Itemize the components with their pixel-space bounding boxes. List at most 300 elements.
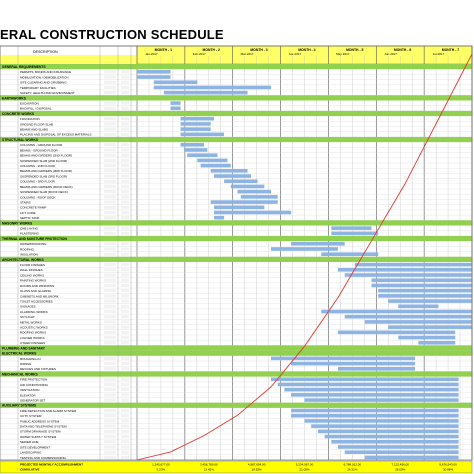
row-percent-cell [121,430,129,433]
task-label: ROOFING WORKS [20,330,47,335]
task-bar [238,190,272,194]
row-amount-cell [104,289,116,292]
row-amount-cell [104,440,116,443]
task-label: FIRE PROTECTION [20,377,48,382]
row-amount-cell [104,305,116,308]
footer-value: 5,234,567.00 [295,462,314,467]
row-amount-cell [104,331,116,334]
task-bar [201,164,231,168]
task-label: TEMPORARY FACILITIES [20,85,56,90]
task-bar [365,320,472,324]
month-date: Jun-2017 [384,52,397,56]
row-amount-cell [104,133,116,136]
task-label: SEWER LINE [20,440,39,445]
row-amount-cell [104,393,116,396]
row-percent-cell [121,445,129,448]
section-band [0,137,472,142]
description-header: DESCRIPTION [33,50,58,54]
section-label: ARCHITECTURAL WORKS [2,257,44,262]
footer-percent: 13.45% [203,467,214,472]
row-amount-cell [104,195,116,198]
row-percent-cell [121,341,129,344]
row-percent-cell [121,101,129,104]
task-bar [378,289,472,293]
task-bar [338,268,472,272]
task-label: ELEVATOR [20,393,36,398]
row-percent-cell [121,263,129,266]
task-label: LIFT CORE [20,210,36,215]
row-amount-cell [104,451,116,454]
task-label: FOUNDATION [20,117,40,122]
task-label: GROUND FLOOR SLAB [20,122,54,127]
row-amount-cell [104,435,116,438]
task-bar [398,336,455,340]
task-bar [154,80,198,84]
section-band [0,220,472,225]
footer-value: 1,245,677.00 [152,462,170,467]
footer-value: 6,789,012.00 [343,462,362,467]
row-amount-cell [104,268,116,271]
row-percent-cell [121,206,129,209]
task-bar [211,200,278,204]
task-label: ROOFING [20,247,34,252]
row-amount-cell [104,326,116,329]
row-percent-cell [121,419,129,422]
task-label: DATA AND TELEPHONE SYSTEM [20,424,67,429]
task-label: PLASTERING [20,231,40,236]
task-label: SUSPENDED SLAB (ROOF DECK) [20,190,68,195]
row-percent-cell [121,75,129,78]
section-band [0,236,472,241]
row-percent-cell [121,81,129,84]
row-amount-cell [104,253,116,256]
row-amount-cell [104,164,116,167]
footer-percent: 18.92% [251,467,262,472]
month-date: Feb-2017 [192,52,206,56]
task-label: DEVICES AND FIXTURES [20,367,56,372]
row-percent-cell [121,425,129,428]
task-bar [164,91,248,95]
task-label: ROUGHING-IN [20,356,41,361]
task-label: WIRING [20,362,32,367]
task-label: COLUMNS - 2ND FLOOR [20,164,55,169]
task-label: BACKFILL / DISPOSAL [20,106,52,111]
row-percent-cell [121,107,129,110]
section-label: GENERAL REQUIREMENTS [2,65,46,70]
row-amount-cell [104,206,116,209]
section-label: ELECTRICAL WORKS [2,351,37,356]
row-percent-cell [121,414,129,417]
task-label: SIGNAGES [20,304,36,309]
task-bar [291,242,345,246]
row-amount-cell [104,279,116,282]
row-amount-cell [104,341,116,344]
task-label: MOBILIZATION / DEMOBILIZATION [20,75,69,80]
task-bar [372,278,473,282]
task-bar [345,450,459,454]
footer-value: 4,987,654.00 [247,462,266,467]
footer-percent: 26.31% [347,467,358,472]
row-percent-cell [121,320,129,323]
section-band [0,345,472,350]
month-label: MONTH - 6 [393,48,412,52]
row-amount-cell [104,362,116,365]
row-percent-cell [121,289,129,292]
task-bar [137,70,171,74]
row-amount-cell [104,143,116,146]
task-bar [325,435,459,439]
row-amount-cell [104,310,116,313]
task-bar [331,440,458,444]
task-label: TOILET ACCESSORIES [20,299,53,304]
row-percent-cell [121,253,129,256]
footer-percent: 30.88% [442,467,454,472]
row-amount-cell [104,107,116,110]
task-bar [271,247,338,251]
row-percent-cell [121,362,129,365]
row-percent-cell [121,326,129,329]
row-percent-cell [121,122,129,125]
month-date: Mar-2017 [240,52,254,56]
row-percent-cell [121,169,129,172]
row-percent-cell [121,242,129,245]
row-percent-cell [121,86,129,89]
row-percent-cell [121,336,129,339]
task-bar [311,424,458,428]
task-label: METAL WORKS [20,320,42,325]
task-bar [331,232,378,236]
section-label: MECHANICAL WORKS [2,372,38,377]
task-label: BEAMS AND GIRDERS (3RD FLOOR) [20,169,73,174]
row-percent-cell [121,294,129,297]
row-percent-cell [121,247,129,250]
task-bar [214,174,251,178]
row-percent-cell [121,70,129,73]
task-label: BEAMS AND GIRDERS (2ND FLOOR) [20,153,73,158]
task-label: BEAMS - GROUND FLOOR [20,148,58,153]
task-bar [291,409,459,413]
row-amount-cell [104,169,116,172]
task-label: INSULATION [20,252,38,257]
row-amount-cell [104,154,116,157]
month-date: May-2017 [336,52,350,56]
row-amount-cell [104,383,116,386]
task-bar [291,362,415,366]
row-percent-cell [121,378,129,381]
month-label: MONTH - 4 [298,48,316,52]
task-bar [184,148,207,152]
task-label: FIRE DETECTION AND ALARM SYSTEM [20,408,77,413]
row-percent-cell [121,195,129,198]
task-label: DOORS AND WINDOWS [20,283,55,288]
section-band [0,111,472,116]
task-label: GENERATOR SET [20,398,46,403]
task-bar [187,153,217,157]
row-amount-cell [104,320,116,323]
row-amount-cell [104,211,116,214]
task-label: COLUMNS - ROOF DECK [20,195,56,200]
row-amount-cell [104,216,116,219]
month-label: MONTH - 1 [154,48,172,52]
task-bar [378,294,472,298]
row-percent-cell [121,315,129,318]
row-percent-cell [121,383,129,386]
section-label: AUXILIARY SYSTEMS [2,403,37,408]
row-amount-cell [104,159,116,162]
task-label: TESTING AND COMMISSIONING [20,455,66,460]
task-bar [181,143,204,147]
task-bar [181,133,225,137]
task-label: STAIRS [20,200,31,205]
row-percent-cell [121,216,129,219]
row-percent-cell [121,367,129,370]
row-percent-cell [121,435,129,438]
task-label: PUBLIC ADDRESS SYSTEM [20,419,60,424]
row-percent-cell [121,227,129,230]
row-amount-cell [104,148,116,151]
row-amount-cell [104,81,116,84]
row-percent-cell [121,185,129,188]
task-label: SUSPENDED SLAB (3RD FLOOR) [20,174,68,179]
task-label: PLACING AND DISPOSAL OF EXCESS MATERIALS [20,132,92,137]
schedule-title: ERAL CONSTRUCTION SCHEDULE [0,27,224,42]
task-bar [331,226,371,230]
row-amount-cell [104,336,116,339]
month-label: MONTH - 3 [250,48,268,52]
section-band [0,351,472,356]
row-amount-cell [104,388,116,391]
task-bar [181,127,211,131]
month-date: Jan-2017 [145,52,158,56]
row-amount-cell [104,419,116,422]
task-bar [388,299,472,303]
row-percent-cell [121,388,129,391]
task-bar [197,159,227,163]
task-bar [271,377,459,381]
row-amount-cell [104,227,116,230]
task-bar [278,383,459,387]
row-percent-cell [121,279,129,282]
task-label: CHB LAYING [20,226,38,231]
task-bar [154,86,271,90]
section-label: THERMAL AND MOISTURE PROTECTION [2,236,67,241]
row-amount-cell [104,367,116,370]
footer-value: 7,123,456.00 [391,462,409,467]
task-label: LANDSCAPING [20,450,42,455]
task-label: SITE CLEARING AND GRUBBING [20,80,67,85]
task-bar [345,273,472,277]
row-amount-cell [104,200,116,203]
sheet-border [0,46,472,460]
row-percent-cell [121,164,129,167]
row-amount-cell [104,117,116,120]
row-amount-cell [104,75,116,78]
row-amount-cell [104,284,116,287]
row-percent-cell [121,174,129,177]
task-bar [284,388,458,392]
row-percent-cell [121,440,129,443]
task-bar [231,185,264,189]
task-label: WATER SUPPLY SYSTEM [20,434,57,439]
row-percent-cell [121,456,129,459]
task-bar [398,304,438,308]
task-bar [171,101,181,105]
row-amount-cell [104,425,116,428]
row-percent-cell [121,143,129,146]
section-label: STRUCTURAL WORKS [2,137,39,142]
row-amount-cell [104,247,116,250]
row-percent-cell [121,133,129,136]
row-percent-cell [121,268,129,271]
row-amount-cell [104,242,116,245]
section-label: EARTHWORKS [2,96,26,101]
row-percent-cell [121,154,129,157]
row-percent-cell [121,393,129,396]
task-label: PERMITS, BONDS AND INSURANCE [20,70,72,75]
row-percent-cell [121,211,129,214]
footer-value: 9,876,543.00 [439,462,457,467]
task-label: COLUMNS - GROUND FLOOR [20,143,63,148]
task-label: CCTV SYSTEM [20,414,42,419]
row-percent-cell [121,180,129,183]
task-bar [321,252,378,256]
task-label: STORM DRAINAGE SYSTEM [20,429,61,434]
month-label: MONTH - 5 [346,48,364,52]
task-label: PAINTING WORKS [20,278,47,283]
section-band [0,257,472,262]
row-amount-cell [104,398,116,401]
row-amount-cell [104,174,116,177]
month-label: MONTH - 7 [441,48,460,52]
row-percent-cell [121,305,129,308]
footer-percent: 21.05% [299,467,310,472]
task-label: WATERPROOFING [20,242,47,247]
task-bar [345,315,472,319]
task-label: WALL FINISHES [20,268,43,273]
row-amount-cell [104,101,116,104]
row-amount-cell [104,91,116,94]
row-percent-cell [121,91,129,94]
row-amount-cell [104,299,116,302]
task-label: FLOOR FINISHES [20,263,46,268]
row-percent-cell [121,299,129,302]
row-percent-cell [121,273,129,276]
section-label: MASONRY WORKS [2,221,33,226]
task-bar [211,169,248,173]
row-percent-cell [121,398,129,401]
row-amount-cell [104,430,116,433]
task-bar [181,122,211,126]
row-amount-cell [104,409,116,412]
task-bar [318,430,459,434]
task-label: SITE DEVELOPMENT [20,445,51,450]
task-bar [214,211,291,215]
task-bar [418,341,455,345]
footer-label-1: PROJECTED MONTHLY ACCOMPLISHMENT [20,462,84,467]
footer-value: 3,456,789.00 [200,462,218,467]
section-label: CONCRETE WORKS [2,111,35,116]
row-percent-cell [121,200,129,203]
task-bar [372,284,473,288]
task-bar [388,325,472,329]
task-label: CABINETS AND MILLWORK [20,294,59,299]
row-amount-cell [104,378,116,381]
row-amount-cell [104,445,116,448]
row-amount-cell [104,414,116,417]
row-percent-cell [121,331,129,334]
row-amount-cell [104,180,116,183]
task-bar [338,367,415,371]
row-percent-cell [121,148,129,151]
row-percent-cell [121,451,129,454]
section-band [0,403,472,408]
row-amount-cell [104,128,116,131]
footer-percent: 5.23% [156,467,166,472]
row-percent-cell [121,117,129,120]
task-label: COLUMNS - 3RD FLOOR [20,179,55,184]
row-amount-cell [104,294,116,297]
task-label: BEAMS AND GIRDERS (ROOF DECK) [20,184,73,189]
task-bar [338,445,459,449]
row-percent-cell [121,159,129,162]
row-amount-cell [104,357,116,360]
task-label: SUSPENDED SLAB (2ND FLOOR) [20,158,68,163]
row-percent-cell [121,357,129,360]
task-label: BEAMS AND SLABS [20,127,49,132]
task-label: GLASS AND GLAZING [20,289,52,294]
task-label: SAFETY, HEALTH AND ENVIRONMENT [20,91,75,96]
task-label: CEILING WORKS [20,273,45,278]
section-band [0,64,472,69]
task-bar [291,414,459,418]
row-amount-cell [104,185,116,188]
task-bar [305,398,459,402]
task-label: ACOUSTIC WORKS [20,325,48,330]
task-bar [321,310,472,314]
row-amount-cell [104,315,116,318]
footer-percent: 28.00% [395,467,406,472]
section-label: PLUMBING AND SANITARY [2,346,45,351]
task-bar [224,179,258,183]
task-bar [137,75,171,79]
task-label: SKYLIGHT [20,315,35,320]
footer-label-2: CUMULATIVE [20,467,40,472]
task-bar [365,456,459,460]
row-amount-cell [104,263,116,266]
row-amount-cell [104,70,116,73]
task-bar [171,106,181,110]
row-amount-cell [104,273,116,276]
row-amount-cell [104,456,116,459]
row-percent-cell [121,409,129,412]
month-date: Apr-2017 [288,52,302,56]
task-bar [181,117,215,121]
month-label: MONTH - 2 [202,48,220,52]
row-amount-cell [104,122,116,125]
task-bar [214,205,264,209]
task-bar [241,195,278,199]
row-amount-cell [104,86,116,89]
task-label: LOUVER WORKS [20,335,45,340]
row-amount-cell [104,190,116,193]
row-amount-cell [104,232,116,235]
task-bar [355,263,472,267]
month-date: Jul-2017 [432,52,445,56]
task-label: OTHER FINISHES [20,341,46,346]
task-label: CONCRETE RAMP [20,205,47,210]
row-percent-cell [121,190,129,193]
task-label: CLADDING WORKS [20,309,48,314]
